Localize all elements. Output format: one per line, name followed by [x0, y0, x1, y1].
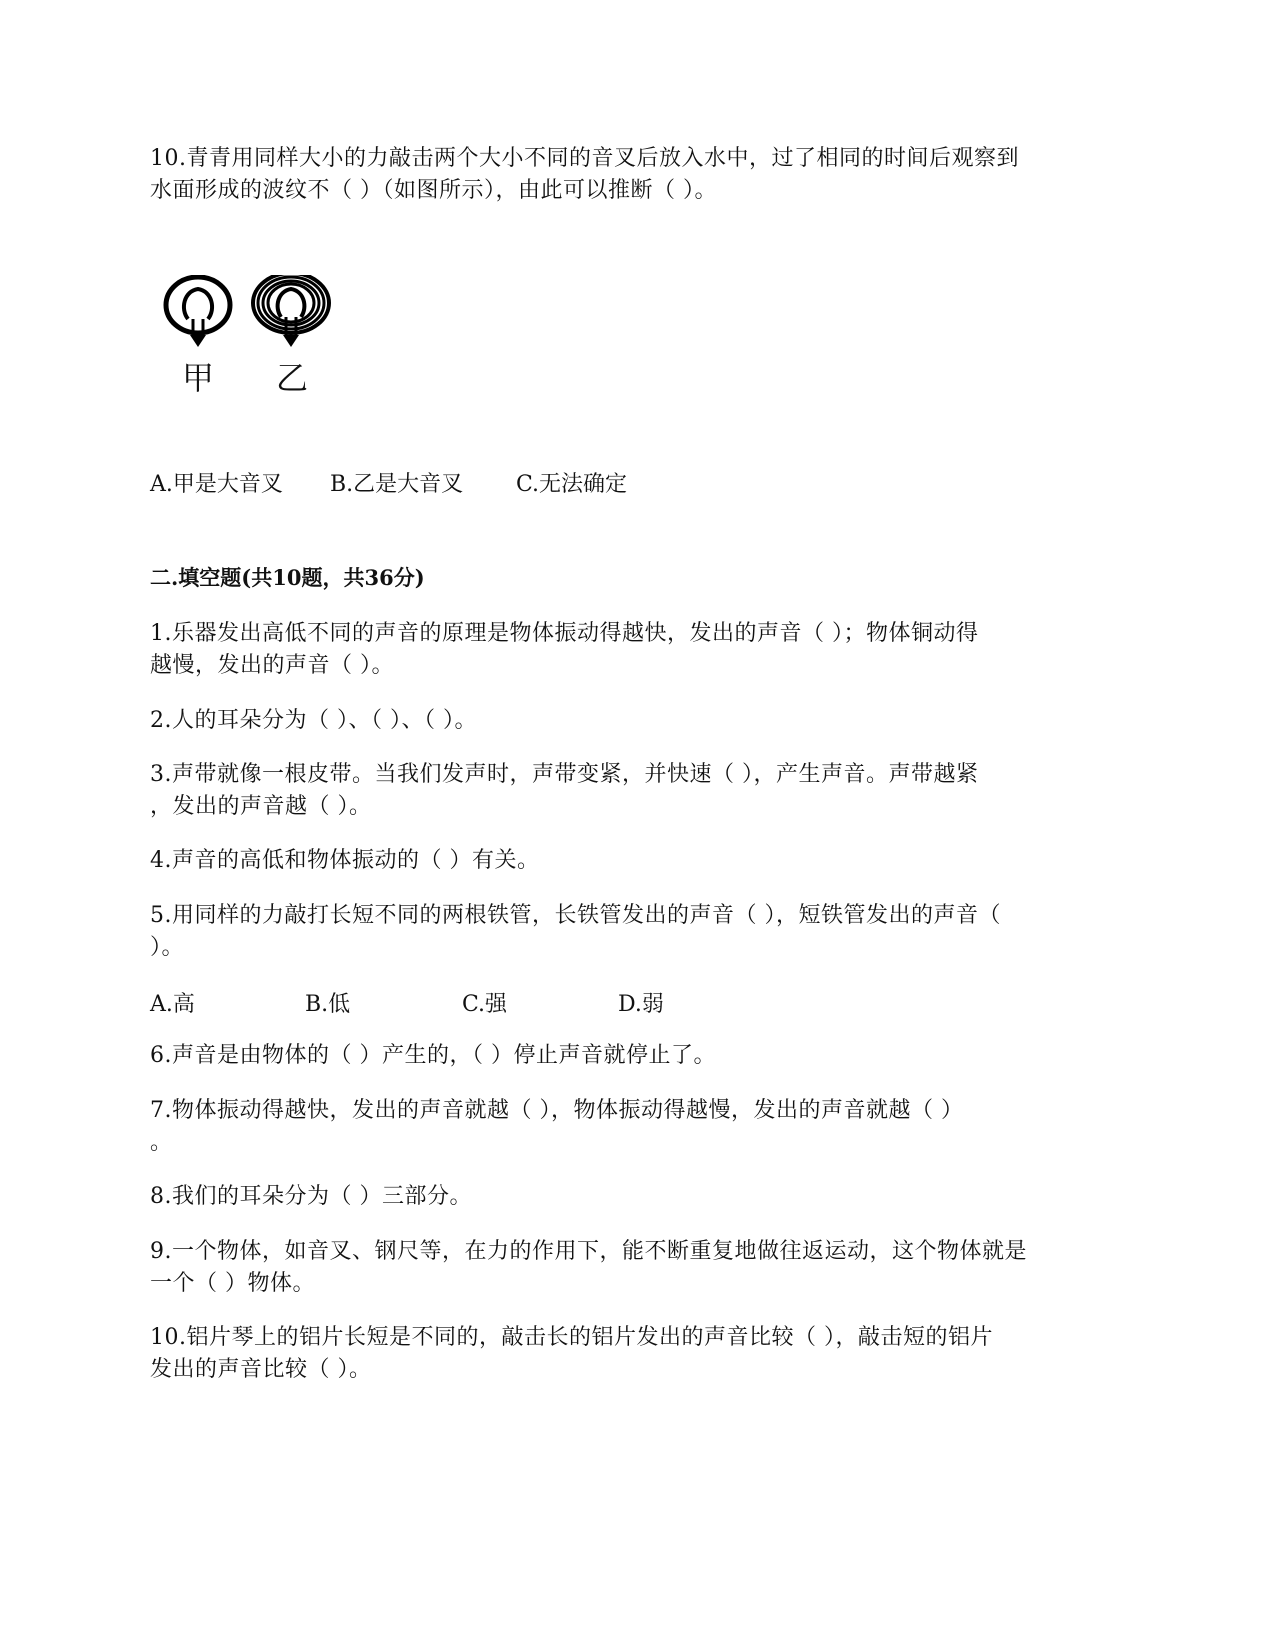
fill-q5-line-1: 5.用同样的力敲打长短不同的两根铁管，长铁管发出的声音（ ），短铁管发出的声音（	[150, 903, 1001, 928]
figure-label-a: 甲	[182, 359, 215, 397]
q5-option-b: B.低	[305, 992, 351, 1017]
question-10-text-line-1: 10.青青用同样大小的力敲击两个大小不同的音叉后放入水中，过了相同的时间后观察到	[150, 146, 1019, 171]
question-10-text-line-2: 水面形成的波纹不（ ）（如图所示），由此可以推断（ ）。	[150, 178, 717, 203]
fill-q7-line-1: 7.物体振动得越快，发出的声音就越（ ），物体振动得越慢，发出的声音就越（ ）	[150, 1098, 964, 1123]
q5-option-a: A.高	[150, 992, 195, 1017]
section-2-heading: 二.填空题(共10题，共36分)	[150, 565, 425, 590]
q10-option-b: B.乙是大音叉	[330, 472, 464, 497]
fill-q1-line-1: 1.乐器发出高低不同的声音的原理是物体振动得越快，发出的声音（ ）；物体铜动得	[150, 621, 979, 646]
fill-q3-line-1: 3.声带就像一根皮带。当我们发声时，声带变紧，并快速（ ），产生声音。声带越紧	[150, 762, 979, 787]
fill-q2: 2.人的耳朵分为（ ）、（ ）、（ ）。	[150, 708, 477, 733]
fill-q3-line-2: ，发出的声音越（ ）。	[150, 794, 372, 819]
q5-option-c: C.强	[462, 992, 508, 1017]
tuning-fork-ripple-figure	[160, 275, 350, 415]
figure-label-b: 乙	[276, 359, 309, 397]
fill-q9-line-1: 9.一个物体，如音叉、钢尺等，在力的作用下，能不断重复地做往返运动，这个物体就是	[150, 1239, 1027, 1264]
fill-q7-line-2: 。	[150, 1130, 173, 1155]
fill-q1-line-2: 越慢，发出的声音（ ）。	[150, 653, 394, 678]
ripple-b-icon	[253, 275, 329, 347]
ripple-illustration	[160, 275, 350, 355]
fill-q4: 4.声音的高低和物体振动的（ ）有关。	[150, 848, 540, 873]
fill-q10-line-2: 发出的声音比较（ ）。	[150, 1357, 372, 1382]
fill-q9-line-2: 一个（ ）物体。	[150, 1271, 315, 1296]
fill-q5-line-2: ）。	[150, 935, 185, 960]
fill-q8: 8.我们的耳朵分为（ ）三部分。	[150, 1184, 472, 1209]
fill-q10-line-1: 10.铝片琴上的铝片长短是不同的，敲击长的铝片发出的声音比较（ ），敲击短的铝片	[150, 1325, 993, 1350]
ripple-a-icon	[166, 277, 230, 347]
q10-option-c: C.无法确定	[516, 472, 628, 497]
q10-option-a: A.甲是大音叉	[150, 472, 283, 497]
q5-option-d: D.弱	[618, 992, 664, 1017]
fill-q6: 6.声音是由物体的（ ）产生的，（ ）停止声音就停止了。	[150, 1043, 716, 1068]
